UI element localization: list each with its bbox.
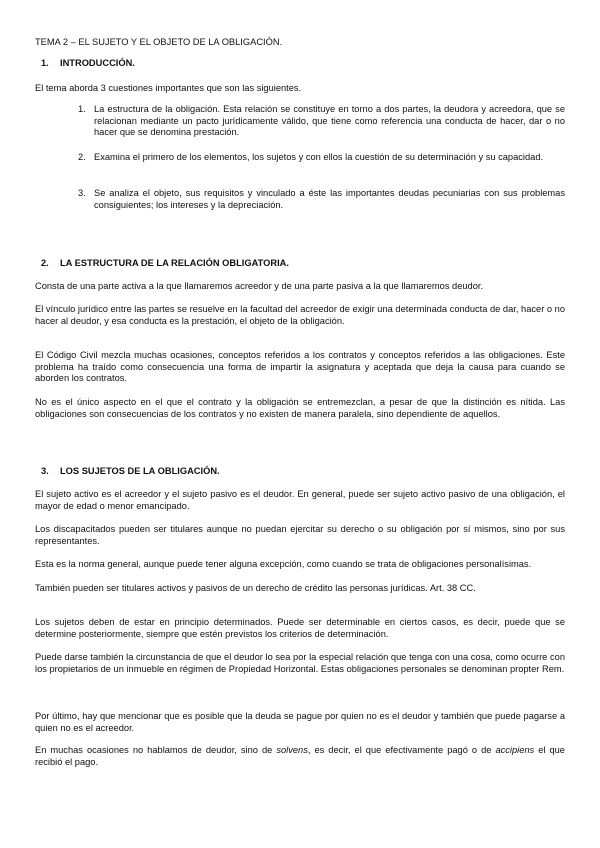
paragraph: Por último, hay que mencionar que es posible que la deuda se pague por quien no es el deudor y también que puede pagarse a quien no es el acreedor.	[35, 711, 565, 733]
text-run: el que recibió el pago.	[35, 745, 565, 767]
section-3-heading	[41, 466, 220, 478]
list-item	[78, 104, 565, 139]
list-item-number: 1.	[78, 104, 86, 114]
paragraph: El Código Civil mezcla muchas ocasiones, conceptos referidos a los contratos y conceptos referidos a las obligaciones. Este problema ha traído como consecuencia una forma de impartir la asignatura y aceptada que deja la causa para cuando se aborden los contratos.	[35, 350, 565, 384]
section-2-number: 2.	[41, 258, 49, 268]
paragraph: El sujeto activo es el acreedor y el sujeto pasivo es el deudor. En general, puede ser sujeto activo pasivo de una obligación, el mayor de edad o menor emancipado.	[35, 489, 565, 511]
section-2-title: LA ESTRUCTURA DE LA RELACIÓN OBLIGATORIA.	[60, 258, 289, 268]
term-accipiens: accipiens	[495, 745, 535, 755]
list-item-number: 2.	[78, 152, 86, 162]
section-3-title: LOS SUJETOS DE LA OBLIGACIÓN.	[60, 466, 220, 476]
paragraph: También pueden ser titulares activos y pasivos de un derecho de crédito las personas jurídicas. Art. 38 CC.	[35, 583, 476, 593]
paragraph: No es el único aspecto en el que el contrato y la obligación se entremezclan, a pesar de que la distinción es nítida. Las obligaciones son consecuencias de los contratos y no existen de manera paralela, sino dependiente de aquellos.	[35, 397, 565, 419]
section-1-heading	[41, 58, 135, 70]
paragraph: Los sujetos deben de estar en principio determinados. Puede ser determinable en ciertos casos, es decir, puede que se determine posteriormente, siempre que estén previstos los criterios de determinación.	[35, 617, 565, 639]
term-solvens: solvens	[276, 745, 308, 755]
paragraph-solvens-accipiens	[35, 745, 565, 768]
paragraph: El vínculo jurídico entre las partes se resuelve en la facultad del acreedor de exigir una determinada conducta de dar, hacer o no hacer al deudor, y esa conducta es la prestación, el objeto de la obligación.	[35, 304, 565, 326]
section-1-title: INTRODUCCIÓN.	[60, 58, 135, 68]
list-item	[78, 188, 565, 211]
list-item-text: Examina el primero de los elementos, los sujetos y con ellos la cuestión de su determinación y su capacidad.	[94, 152, 544, 162]
paragraph: Los discapacitados pueden ser titulares aunque no puedan ejercitar su derecho o su obligación por sí mismos, sino por sus representantes.	[35, 524, 565, 546]
text-run: En muchas ocasiones no hablamos de deudor, sino de	[35, 745, 277, 755]
paragraph: Consta de una parte activa a la que llamaremos acreedor y de una parte pasiva a la que llamaremos deudor.	[35, 281, 484, 291]
paragraph: Puede darse también la circunstancia de que el deudor lo sea por la especial relación que tenga con una cosa, como ocurre con los propietarios de un inmueble en régimen de Propiedad Horizontal. Estas obligaciones personales se denominan propter Rem.	[35, 652, 565, 674]
text-run: , es decir, el que efectivamente pagó o de	[307, 745, 496, 755]
section-3-number: 3.	[41, 466, 49, 476]
list-item-text: Se analiza el objeto, sus requisitos y vinculado a éste las importantes deudas pecuniarias con sus problemas consiguientes; los intereses y la depreciación.	[94, 188, 565, 210]
list-item-text: La estructura de la obligación. Esta relación se constituye en torno a dos partes, la deudora y acreedora, que se relacionan mediante un pacto jurídicamente válido, que tiene como referencia una conducta de hacer, dar o no hacer que se denomina prestación.	[94, 104, 565, 138]
section-2-heading	[41, 258, 289, 270]
section-1-intro: El tema aborda 3 cuestiones importantes que son las siguientes.	[35, 83, 302, 93]
document-title: TEMA 2 – EL SUJETO Y EL OBJETO DE LA OBLIGACIÓN.	[35, 37, 283, 47]
list-item	[78, 152, 565, 164]
list-item-number: 3.	[78, 188, 86, 198]
section-1-number: 1.	[41, 58, 49, 68]
paragraph: Esta es la norma general, aunque puede tener alguna excepción, como cuando se trata de obligaciones personalísimas.	[35, 559, 532, 569]
